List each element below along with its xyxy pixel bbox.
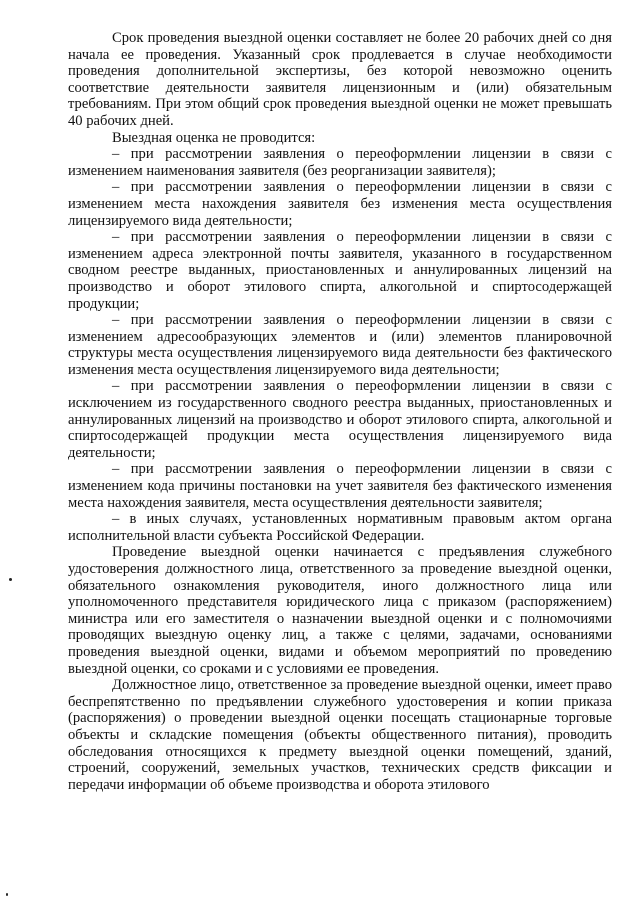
paragraph-duration: Срок проведения выездной оценки составляет не более 20 рабочих дней со дня начала ее проведения. Указанный срок продлевается в случае необходимости проведения дополнительной экспертизы, без которой невозможно оценить соответствие деятельности заявителя лицензионным и (или) обязательным требованиям. При этом общий срок проведения выездной оценки не может превышать 40 рабочих дней. [68, 30, 612, 129]
scan-speck [6, 893, 8, 896]
paragraph-exceptions-intro: Выездная оценка не проводится: [112, 129, 316, 146]
list-item: – при рассмотрении заявления о переоформлении лицензии в связи с изменением места нахождения заявителя без изменения места осуществления лицензируемого вида деятельности; [68, 179, 612, 229]
list-item: – при рассмотрении заявления о переоформлении лицензии в связи с исключением из государственного сводного реестра выданных, приостановленных и аннулированных лицензий на производство и оборот этилового спирта, алкогольной и спиртосодержащей продукции места осуществления лицензируемого вида деятельности; [68, 378, 612, 461]
paragraph-rights: Должностное лицо, ответственное за проведение выездной оценки, имеет право беспрепятственно по предъявлении служебного удостоверения и копии приказа (распоряжения) о проведении выездной оценки посещать стационарные торговые объекты и складские помещения (объекты общественного питания), проводить обследования относящихся к предмету выездной оценки помещений, зданий, строений, сооружений, земельных участков, технических средств фиксации и передачи информации об объеме производства и оборота этилового [68, 677, 612, 793]
list-item: – при рассмотрении заявления о переоформлении лицензии в связи с изменением адреса электронной почты заявителя, указанного в государственном сводном реестре выданных, приостановленных и аннулированных лицензий на производство и оборот этилового спирта, алкогольной и спиртосодержащей продукции; [68, 229, 612, 312]
list-item: – при рассмотрении заявления о переоформлении лицензии в связи с изменением наименования заявителя (без реорганизации заявителя); [68, 146, 612, 179]
paragraph-procedure: Проведение выездной оценки начинается с предъявления служебного удостоверения должностного лица, ответственного за проведение выездной оценки, обязательного ознакомления руководителя, иного должностного лица или уполномоченного представителя юридического лица с приказом (распоряжением) министра или его заместителя о назначении выездной оценки и с полномочиями проводящих выездную оценку лиц, а также с целями, задачами, основаниями проведения выездной оценки, видами и объемом мероприятий по проведению выездной оценки, со сроками и с условиями ее проведения. [68, 544, 612, 677]
list-item: – при рассмотрении заявления о переоформлении лицензии в связи с изменением кода причины постановки на учет заявителя без фактического изменения места нахождения заявителя, места осуществления деятельности заявителя; [68, 461, 612, 511]
document-page [68, 30, 612, 793]
list-item: – в иных случаях, установленных нормативным правовым актом органа исполнительной власти субъекта Российской Федерации. [68, 511, 612, 544]
scan-speck [9, 578, 12, 581]
list-item: – при рассмотрении заявления о переоформлении лицензии в связи с изменением адресообразующих элементов и (или) элементов планировочной структуры места осуществления лицензируемого вида деятельности без фактического изменения места осуществления лицензируемого вида деятельности; [68, 312, 612, 378]
